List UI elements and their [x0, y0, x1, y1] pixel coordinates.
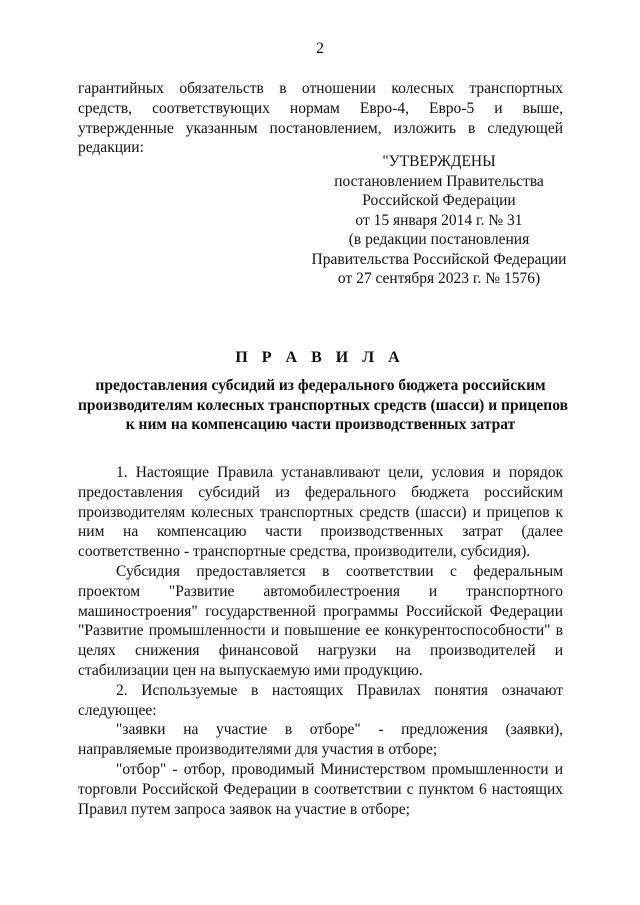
approval-line: Российской Федерации: [362, 192, 516, 209]
approval-line: Правительства Российской Федерации: [311, 250, 567, 268]
document-subtitle: [78, 376, 568, 435]
rules-paragraph: 1. Настоящие Правила устанавливают цели, условия и порядок предоставления субсидий из федерального бюджета российским производителям колесных транспортных средств (шасси) и прицепов к ним на компенсацию части производственных затрат (далее соответственно - транспортные средства, производители, субсидия).: [78, 464, 563, 561]
subtitle-line: производителям колесных транспортных средств (шасси) и прицепов: [78, 396, 568, 414]
rules-body: [78, 463, 563, 819]
rules-paragraph: Субсидия предоставляется в соответствии с федеральным проектом "Развитие автомобилестроения и транспортного машиностроения" государственной программы Российской Федерации "Развитие промышленности и повышение ее конкурентоспособности" в целях снижения финансовой нагрузки на производителей и стабилизации цен на выпускаемую ими продукцию.: [78, 562, 563, 679]
approval-line: (в редакции постановления: [348, 231, 530, 248]
approval-line: "УТВЕРЖДЕНЫ: [382, 153, 496, 170]
approval-block: [305, 152, 573, 289]
approval-line: постановлением Правительства: [334, 172, 544, 190]
intro-paragraph: гарантийных обязательств в отношении колесных транспортных средств, соответствующих нормам Евро-4, Евро-5 и выше, утвержденные указанным постановлением, изложить в следующей редакции:: [78, 80, 563, 157]
page-number: 2: [316, 40, 324, 57]
rules-paragraph: "заявки на участие в отборе" - предложения (заявки), направляемые производителями для участия в отборе;: [78, 721, 563, 759]
rules-paragraph: 2. Используемые в настоящих Правилах понятия означают следующее:: [78, 681, 563, 719]
rules-paragraph: "отбор" - отбор, проводимый Министерством промышленности и торговли Российской Федерации в соответствии с пунктом 6 настоящих Правил путем запроса заявок на участие в отборе;: [78, 760, 563, 818]
approval-line: от 15 января 2014 г. № 31: [355, 211, 523, 229]
subtitle-line: предоставления субсидий из федерального бюджета российским: [95, 377, 546, 394]
document-title: П Р А В И Л А: [235, 349, 405, 366]
approval-line: от 27 сентября 2023 г. № 1576): [337, 270, 541, 287]
subtitle-line: к ним на компенсацию части производственных затрат: [125, 416, 516, 433]
